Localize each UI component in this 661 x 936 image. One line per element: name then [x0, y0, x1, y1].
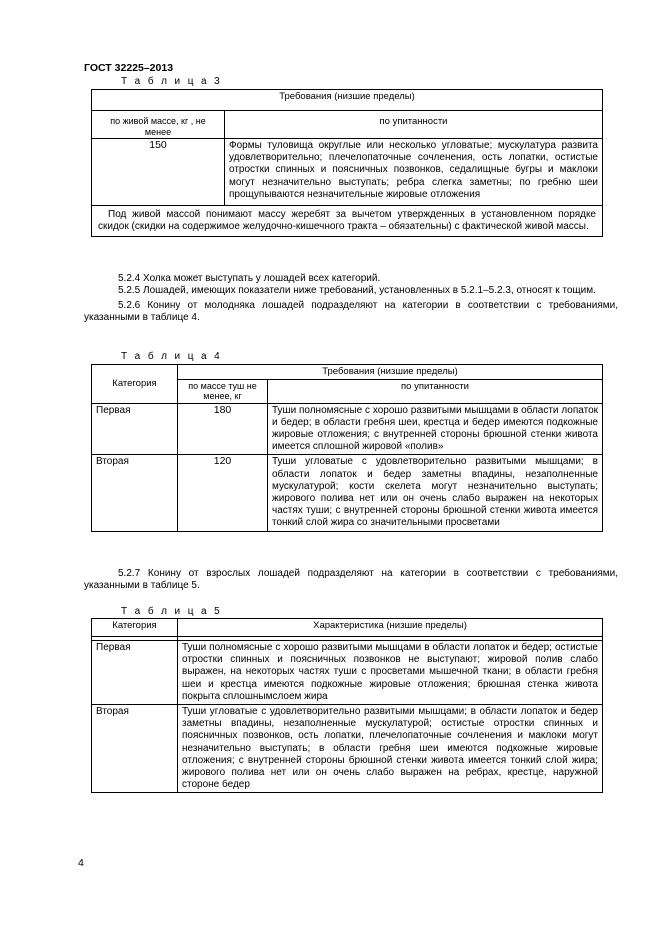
table3-col-fat: по упитанности — [225, 111, 603, 139]
table5-col-category: Категория — [92, 619, 178, 637]
table4-row — [92, 403, 603, 455]
paragraph-5-2-6: 5.2.6 Конину от молодняка лошадей подразделяют на категории в соответствии с требованиями, указанными в таблице 4. — [84, 299, 618, 324]
table4-caption: Т а б л и ц а 4 — [121, 351, 223, 362]
paragraph-block-1 — [84, 273, 618, 325]
table4-row-1-category: Первая — [92, 403, 178, 455]
table4-row-2-category: Вторая — [92, 455, 178, 531]
table4-header-row — [92, 365, 603, 380]
table5-caption: Т а б л и ц а 5 — [121, 606, 223, 617]
table3-row — [92, 139, 603, 206]
table3-col-mass: по живой массе, кг , не менее — [92, 111, 225, 139]
table5 — [91, 618, 603, 793]
table4 — [91, 364, 603, 532]
paragraph-5-2-5: 5.2.5 Лошадей, имеющих показатели ниже требований, установленных в 5.2.1–5.2.3, относят к тощим. — [118, 285, 596, 297]
table5-col-char: Характеристика (низшие пределы) — [178, 619, 603, 637]
table4-col-mass: по массе туш не менее, кг — [178, 379, 268, 403]
table5-row — [92, 641, 603, 705]
table5-row-1-category: Первая — [92, 641, 178, 705]
table4-row-2-text: Туши угловатые с удовлетворительно развитыми мышцами; в области лопаток и бедер заметны впадины, незаполненные мускулатурой; кости скелета могут незначительно выступать; жирового полива нет или он очень слабо выражен на некоторых частях туши; с внутренней стороны брюшной стенки живота имеется тонкий слой жира со значительными просветами — [268, 455, 603, 531]
table4-row-1-mass: 180 — [178, 403, 268, 455]
table5-row-1-text: Туши полномясные с хорошо развитыми мышцами в области лопаток и бедер; остистые отростки спинных и поясничных позвонков не выступают; жировой полив слабо выражен, на некоторых частях туши с просветами мышечной ткани; в области гребня шеи и крестца имеются подкожные жировые отложения; брюшная стенка живота покрыта сплошнымслоем жира — [178, 641, 603, 705]
table5-row-2-category: Вторая — [92, 705, 178, 793]
table5-row-2-text: Туши угловатые с удовлетворительно развитыми мышцами; в области лопаток и бедер заметны впадины, незаполненные мускулатурой; остистые отростки спинных и поясничных позвонков, ость лопатки, плечелопаточные сочленения и маклоки могут незначительно выступать; в области гребня шеи имеются подкожные жировые отложения; с внутренней стороны брюшной стенки живота имеется тонкий слой жира; жирового полива нет или он очень слабо выражен на ребрах, крестце, наружной стороне бедер — [178, 705, 603, 793]
table4-group-header: Требования (низшие пределы) — [178, 365, 603, 380]
table4-row-2-mass: 120 — [178, 455, 268, 531]
table3-row-text: Формы туловища округлые или несколько угловатые; мускулатура развита удовлетворительно; плечелопаточные сочленения, ость лопатки, остистые отростки спинных и поясничных позвонков, седалищные бугры и маклоки могут незначительно выступать; ребра слегка заметны; по гребню шеи прощупываются незначительные жировые отложения — [225, 139, 603, 206]
document-code: ГОСТ 32225–2013 — [84, 62, 174, 74]
table3-note-row — [92, 206, 603, 237]
table3 — [91, 89, 603, 237]
table4-row-1-text: Туши полномясные с хорошо развитыми мышцами в области лопаток и бедер; в области гребня шеи, крестца и бедер имеются подкожные жировые отложения; с внутренней стороны брюшной стенки живота имеется сплошной жировой «полив» — [268, 403, 603, 455]
table4-col-fat: по упитанности — [268, 379, 603, 403]
paragraph-block-2 — [84, 568, 618, 593]
table3-caption: Т а б л и ц а 3 — [121, 76, 223, 87]
page-number: 4 — [78, 857, 84, 869]
table4-col-category: Категория — [92, 365, 178, 404]
table3-note: Под живой массой понимают массу жеребят за вычетом утвержденных в установленном порядке скидок (скидки на содержимое желудочно-кишечного тракта – обязательны) с фактической живой массы. — [92, 206, 603, 237]
table3-group-header: Требования (низшие пределы) — [92, 90, 603, 111]
table3-group-header-row — [92, 90, 603, 111]
paragraph-5-2-7: 5.2.7 Конину от взрослых лошадей подразделяют на категории в соответствии с требованиями, указанными в таблице 5. — [84, 568, 618, 592]
table5-header-row — [92, 619, 603, 637]
paragraph-5-2-4: 5.2.4 Холка может выступать у лошадей всех категорий. — [118, 273, 381, 284]
table5-row — [92, 705, 603, 793]
table3-row-mass: 150 — [92, 139, 225, 206]
table3-header-row — [92, 111, 603, 139]
table4-row — [92, 455, 603, 531]
